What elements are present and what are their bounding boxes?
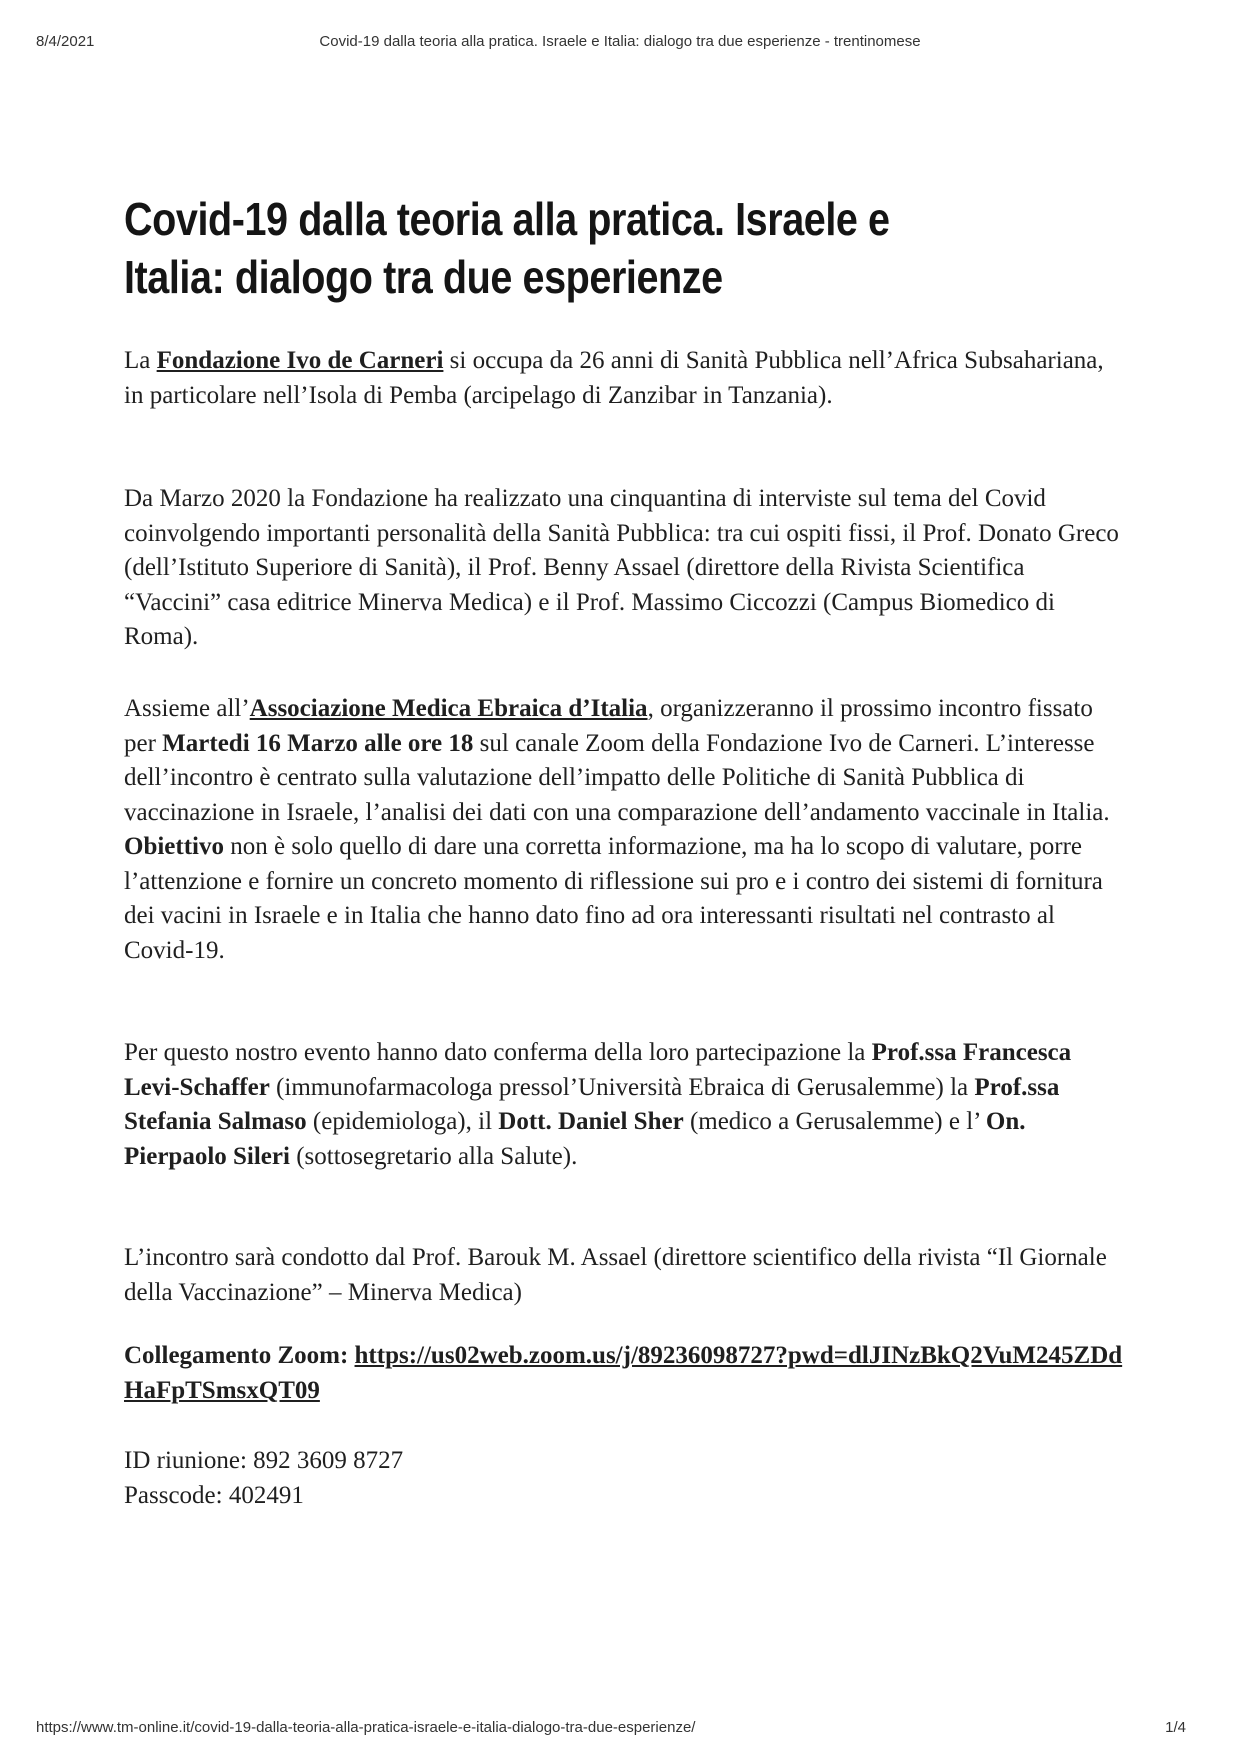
guest-3-name: Dott. Daniel Sher [498,1108,684,1135]
print-page-title: Covid-19 dalla teoria alla pratica. Israele e Italia: dialogo tra due esperienze - trentinomese [319,33,921,50]
guest-3-role: (medico a Gerusalemme) e l’ [683,1108,986,1135]
interviews-text: Da Marzo 2020 la Fondazione ha realizzato una cinquantina di interviste sul tema del Covid coinvolgendo importanti personalità della Sanità Pubblica: tra cui ospiti fissi, il Prof. Donato Greco (dell’Istituto Superiore di Sanità), il Prof. Benny Assael (direttore della Rivista Scientifica “Vaccini” casa editrice Minerva Medica) e il Prof. Massimo Ciccozzi (Campus Biomedico di Roma). [124,485,1119,650]
guest-1-name: Prof.ssa Francesca Levi-Schaffer [124,1039,1072,1101]
print-date: 8/4/2021 [36,33,95,50]
intro-suffix: si occupa da 26 anni di Sanità Pubblica nell’Africa Subsahariana, in particolare nell’Isola di Pemba (arcipelago di Zanzibar in Tanzania). [124,347,1104,409]
print-header [0,33,1240,53]
intro-paragraph [124,344,1124,413]
print-footer [0,1719,1240,1739]
event-date: Martedi 16 Marzo alle ore 18 [162,729,474,757]
intro-prefix: La [124,347,157,374]
meeting-id: ID riunione: 892 3609 8727 [124,1447,404,1474]
event-prefix: Assieme all’ [124,695,250,722]
event-after-goal: non è solo quello di dare una corretta informazione, ma ha lo scopo di valutare, porre l’attenzione e fornire un concreto momento di riflessione sui pro e i contro dei sistemi di fornitura dei vacini in Israele e in Italia che hanno dato fino ad ora interessanti risultati nel contrasto al Covid-19. [124,833,1103,964]
print-url: https://www.tm-online.it/covid-19-dalla-teoria-alla-pratica-israele-e-italia-dialogo-tra-due-esperienze/ [36,1719,696,1736]
guest-2-name: Prof.ssa Stefania Salmaso [124,1073,1060,1135]
zoom-label: Collegamento Zoom: [124,1342,355,1369]
host-paragraph [124,1241,1124,1310]
event-after-date: sul canale Zoom della Fondazione Ivo de Carneri. L’interesse dell’incontro è centrato sulla valutazione dell’impatto delle Politiche di Sanità Pubblica di vaccinazione in Israele, l’analisi dei dati con una comparazione dell’andamento vaccinale in Italia. [124,729,1110,826]
guest-1-role: (immunofarmacologa pressol’Università Ebraica di Gerusalemme) la [269,1073,975,1101]
associazione-link[interactable]: Associazione Medica Ebraica d’Italia [249,695,648,722]
guest-4-role: (sottosegretario alla Salute). [289,1142,578,1170]
article-title: Covid-19 dalla teoria alla pratica. Israele e Italia: dialogo tra due esperienze [124,193,890,303]
guests-paragraph [124,1036,1124,1174]
meeting-details [124,1444,1124,1513]
zoom-link[interactable]: https://us02web.zoom.us/j/89236098727?pwd=dlJINzBkQ2VuM245ZDdHaFpTSmsxQT09 [124,1342,1123,1404]
meeting-passcode: Passcode: 402491 [124,1481,304,1509]
event-goal: Obiettivo [124,833,224,860]
guest-4-name: On. Pierpaolo Sileri [124,1108,1026,1170]
zoom-paragraph [124,1339,1124,1408]
fondazione-link[interactable]: Fondazione Ivo de Carneri [156,347,444,374]
guest-2-role: (epidemiologa), il [306,1108,499,1135]
host-text: L’incontro sarà condotto dal Prof. Barouk M. Assael (direttore scientifico della rivista “Il Giornale della Vaccinazione” – Minerva Medica) [124,1244,1107,1306]
event-paragraph [124,692,1124,968]
interviews-paragraph [124,482,1124,655]
guests-intro: Per questo nostro evento hanno dato conferma della loro partecipazione la [124,1039,872,1066]
event-middle: , organizzeranno il prossimo incontro fissato per [124,695,1093,757]
print-page-number: 1/4 [1165,1719,1186,1736]
